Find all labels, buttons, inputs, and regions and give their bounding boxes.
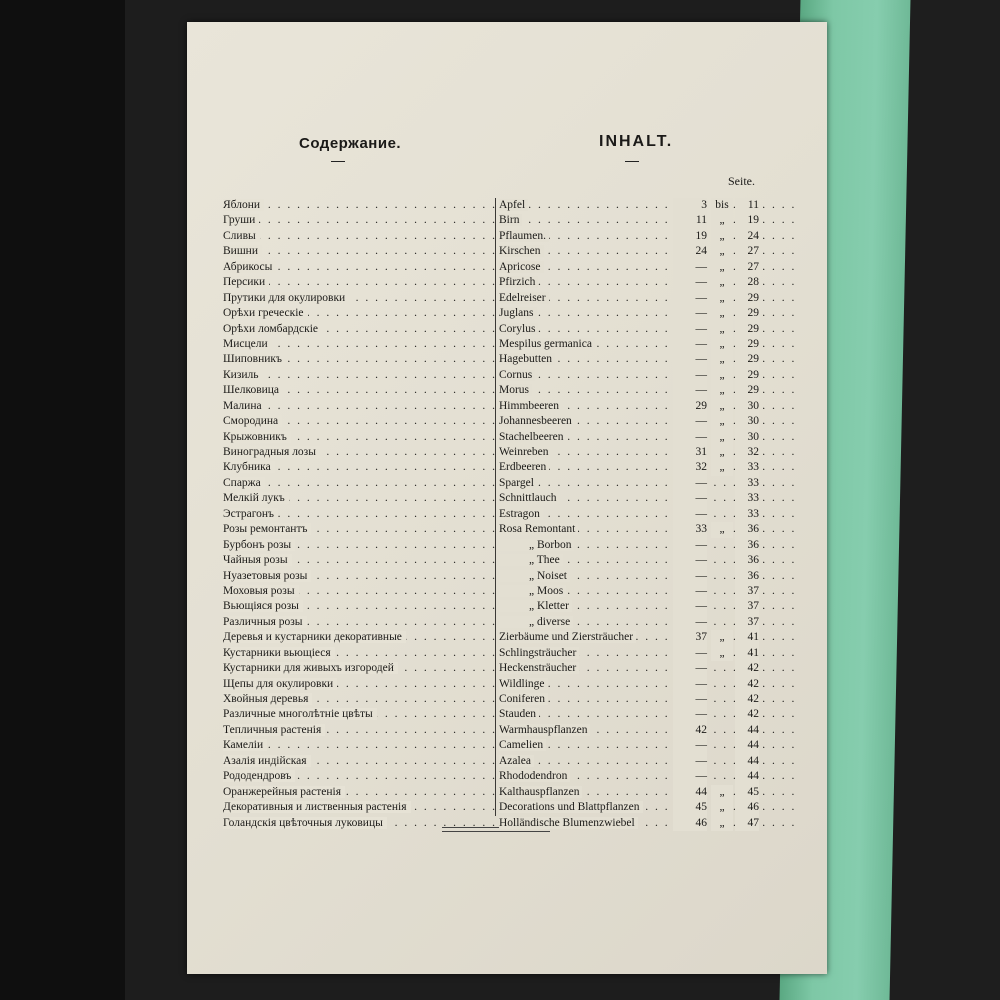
page-to: 46 [735, 800, 759, 815]
page-to: 27 [735, 260, 759, 275]
entry-title-ru: Бурбонъ розы [223, 539, 295, 551]
page-from: — [673, 383, 707, 398]
page-from: 42 [673, 723, 707, 738]
page-range-separator: „ [711, 399, 733, 414]
entry-title-de: Coniferen [499, 693, 548, 705]
contents-entry-de [499, 816, 817, 831]
page-from: — [673, 291, 707, 306]
entry-title-ru: Эстрагонъ [223, 508, 278, 520]
page-range-separator: „ [711, 260, 733, 275]
contents-entry-ru [223, 229, 497, 244]
page-from: — [673, 738, 707, 753]
contents-entry-de [499, 692, 817, 707]
contents-entry-de [499, 738, 817, 753]
entry-title-de: Cornus [499, 369, 535, 381]
contents-entry-de [499, 460, 817, 475]
contents-entry-de [499, 785, 817, 800]
contents-entry-de [499, 538, 817, 553]
entry-title-ru: Хвойныя деревья [223, 693, 312, 705]
page-from: 19 [673, 229, 707, 244]
page-from: — [673, 553, 707, 568]
entry-title-ru: Оранжерейныя растенія [223, 786, 345, 798]
entry-title-ru: Деревья и кустарники декоративные [223, 631, 406, 643]
page-to: 33 [735, 460, 759, 475]
entry-title-de: Rosa Remontant [499, 523, 578, 535]
page-to: 37 [735, 584, 759, 599]
entry-title-de: „ Borbon [499, 539, 574, 551]
page-to: 44 [735, 769, 759, 784]
page-from: — [673, 368, 707, 383]
contents-entry-ru [223, 738, 497, 753]
heading-german-dash [625, 161, 639, 162]
page-from: — [673, 661, 707, 676]
page-to: 32 [735, 445, 759, 460]
page-from: — [673, 430, 707, 445]
entry-title-ru: Различные многолѣтніе цвѣты [223, 708, 377, 720]
entry-title-ru: Абрикосы [223, 261, 276, 273]
entry-title-ru: Азалія индійская [223, 755, 311, 767]
page-from: 45 [673, 800, 707, 815]
page-to: 28 [735, 275, 759, 290]
page-column-label: Seite. [728, 174, 755, 188]
entry-title-ru: Крыжовникъ [223, 431, 291, 443]
page-to: 37 [735, 599, 759, 614]
page-from: — [673, 275, 707, 290]
contents-entry-ru [223, 754, 497, 769]
entry-title-ru: Малина [223, 400, 266, 412]
contents-entry-de [499, 754, 817, 769]
page-to: 29 [735, 291, 759, 306]
entry-title-de: Camelien [499, 739, 546, 751]
entry-title-de: „ Moos [499, 585, 566, 597]
contents-entry-de [499, 352, 817, 367]
page-from: — [673, 599, 707, 614]
entry-title-de: Warmhauspflanzen [499, 724, 590, 736]
page-to: 29 [735, 352, 759, 367]
page-range-separator: „ [711, 291, 733, 306]
contents-entry-de [499, 584, 817, 599]
contents-entry-de [499, 337, 817, 352]
page-from: — [673, 260, 707, 275]
page-from: 3 [673, 198, 707, 213]
contents-entry-de [499, 306, 817, 321]
entry-title-ru: Яблони [223, 199, 264, 211]
document-page [187, 22, 827, 974]
contents-entry-de [499, 383, 817, 398]
entry-title-ru: Шелковица [223, 384, 283, 396]
page-to: 36 [735, 553, 759, 568]
entry-title-ru: Мисцели [223, 338, 272, 350]
contents-entry-ru [223, 198, 497, 213]
contents-entry-ru [223, 213, 497, 228]
page-from: — [673, 322, 707, 337]
page-to: 41 [735, 630, 759, 645]
entry-title-de: Apricose [499, 261, 544, 273]
russian-contents-list [223, 198, 497, 831]
contents-entry-ru [223, 337, 497, 352]
contents-entry-ru [223, 275, 497, 290]
entry-title-de: Spargel [499, 477, 537, 489]
page-to: 30 [735, 399, 759, 414]
contents-entry-ru [223, 460, 497, 475]
heading-german: INHALT. [599, 133, 674, 150]
entry-title-ru: Кустарники для живыхъ изгородей [223, 662, 398, 674]
contents-entry-de [499, 399, 817, 414]
entry-title-de: Schnittlauch [499, 492, 560, 504]
page-range-separator: „ [711, 630, 733, 645]
page-range-separator: bis [711, 198, 733, 213]
contents-entry-de [499, 630, 817, 645]
entry-title-ru: Розы ремонтантъ [223, 523, 311, 535]
page-to: 30 [735, 414, 759, 429]
entry-title-de: Rhododendron [499, 770, 570, 782]
contents-entry-de [499, 244, 817, 259]
contents-entry-de [499, 491, 817, 506]
page-to: 27 [735, 244, 759, 259]
contents-entry-ru [223, 507, 497, 522]
contents-entry-de [499, 213, 817, 228]
contents-entry-de [499, 599, 817, 614]
page-from: — [673, 615, 707, 630]
page-from: — [673, 646, 707, 661]
entry-title-ru: Сливы [223, 230, 260, 242]
page-from: 29 [673, 399, 707, 414]
contents-entry-de [499, 661, 817, 676]
page-range-separator: „ [711, 368, 733, 383]
contents-entry-ru [223, 646, 497, 661]
page-to: 44 [735, 754, 759, 769]
page-to: 29 [735, 368, 759, 383]
page-to: 37 [735, 615, 759, 630]
contents-entry-ru [223, 260, 497, 275]
contents-entry-ru [223, 476, 497, 491]
entry-title-ru: Орѣхи греческіе [223, 307, 308, 319]
entry-title-de: Kalthauspflanzen [499, 786, 582, 798]
column-divider [495, 198, 496, 816]
page-to: 29 [735, 322, 759, 337]
page-from: — [673, 352, 707, 367]
contents-entry-ru [223, 383, 497, 398]
entry-title-de: Morus [499, 384, 532, 396]
contents-entry-de [499, 476, 817, 491]
page-range-separator: „ [711, 646, 733, 661]
page-to: 33 [735, 491, 759, 506]
page-to: 44 [735, 738, 759, 753]
entry-title-de: Johannesbeeren [499, 415, 575, 427]
entry-title-ru: Груши [223, 214, 259, 226]
page-from: — [673, 569, 707, 584]
entry-title-de: „ Noiset [499, 570, 570, 582]
entry-title-de: Wildlinge [499, 678, 548, 690]
entry-title-de: Pfirzich [499, 276, 538, 288]
contents-entry-ru [223, 723, 497, 738]
page-to: 42 [735, 661, 759, 676]
contents-entry-ru [223, 661, 497, 676]
page-from: 31 [673, 445, 707, 460]
entry-title-de: Pflaumen. [499, 230, 549, 242]
contents-entry-ru [223, 352, 497, 367]
contents-entry-de [499, 198, 817, 213]
entry-title-ru: Вишни [223, 245, 262, 257]
page-to: 47 [735, 816, 759, 831]
page-to: 33 [735, 507, 759, 522]
page-from: 32 [673, 460, 707, 475]
entry-title-de: Estragon [499, 508, 543, 520]
contents-entry-ru [223, 692, 497, 707]
entry-title-de: „ diverse [499, 616, 573, 628]
page-range-separator: „ [711, 322, 733, 337]
entry-title-de: Azalea [499, 755, 534, 767]
entry-title-ru: Вьющіяся розы [223, 600, 303, 612]
entry-title-de: Mespilus germanica [499, 338, 595, 350]
page-to: 42 [735, 677, 759, 692]
page-to: 44 [735, 723, 759, 738]
page-to: 41 [735, 646, 759, 661]
entry-title-de: Edelreiser [499, 292, 549, 304]
contents-entry-ru [223, 399, 497, 414]
entry-title-ru: Мелкій лукъ [223, 492, 289, 504]
entry-title-de: Erdbeeren [499, 461, 549, 473]
page-from: — [673, 692, 707, 707]
entry-title-de: Apfel [499, 199, 528, 211]
page-range-separator: „ [711, 800, 733, 815]
page-range-separator: „ [711, 383, 733, 398]
contents-entry-de [499, 522, 817, 537]
page-from: 37 [673, 630, 707, 645]
page-to: 29 [735, 337, 759, 352]
page-to: 19 [735, 213, 759, 228]
page-from: 33 [673, 522, 707, 537]
page-range-separator: „ [711, 337, 733, 352]
contents-entry-de [499, 769, 817, 784]
entry-title-de: Holländische Blumenzwiebel [499, 817, 638, 829]
contents-entry-de [499, 291, 817, 306]
contents-entry-de [499, 646, 817, 661]
contents-entry-ru [223, 553, 497, 568]
page-to: 36 [735, 538, 759, 553]
page-range-separator: „ [711, 306, 733, 321]
page-to: 42 [735, 692, 759, 707]
entry-title-ru: Прутики для окулировки [223, 292, 349, 304]
page-to: 11 [735, 198, 759, 213]
entry-title-ru: Клубника [223, 461, 275, 473]
page-to: 33 [735, 476, 759, 491]
page-range-separator: „ [711, 445, 733, 460]
page-from: — [673, 769, 707, 784]
page-from: — [673, 491, 707, 506]
entry-title-de: Juglans [499, 307, 537, 319]
contents-entry-de [499, 723, 817, 738]
page-range-separator: „ [711, 213, 733, 228]
contents-entry-ru [223, 538, 497, 553]
page-range-separator: „ [711, 414, 733, 429]
page-to: 29 [735, 306, 759, 321]
page-to: 36 [735, 522, 759, 537]
contents-entry-de [499, 430, 817, 445]
contents-entry-ru [223, 322, 497, 337]
contents-entry-de [499, 507, 817, 522]
contents-entry-ru [223, 244, 497, 259]
entry-title-de: „ Thee [499, 554, 563, 566]
page-range-separator: „ [711, 460, 733, 475]
entry-title-de: Hagebutten [499, 353, 555, 365]
contents-entry-ru [223, 707, 497, 722]
contents-entry-ru [223, 445, 497, 460]
contents-entry-ru [223, 630, 497, 645]
entry-title-de: Corylus [499, 323, 538, 335]
entry-title-ru: Щепы для окулировки [223, 678, 337, 690]
entry-title-de: Zierbäume und Ziersträucher [499, 631, 636, 643]
contents-entry-ru [223, 785, 497, 800]
entry-title-ru: Чайныя розы [223, 554, 292, 566]
page-from: 44 [673, 785, 707, 800]
page-to: 29 [735, 383, 759, 398]
contents-entry-ru [223, 615, 497, 630]
entry-title-de: Heckensträucher [499, 662, 579, 674]
entry-title-ru: Кизиль [223, 369, 263, 381]
page-range-separator: „ [711, 352, 733, 367]
page-from: — [673, 507, 707, 522]
page-range-separator: „ [711, 522, 733, 537]
contents-entry-ru [223, 368, 497, 383]
entry-title-de: „ Kletter [499, 600, 572, 612]
page-to: 30 [735, 430, 759, 445]
contents-entry-de [499, 569, 817, 584]
entry-title-ru: Спаржа [223, 477, 265, 489]
contents-entry-ru [223, 800, 497, 815]
entry-title-ru: Кустарники вьющіеся [223, 647, 335, 659]
page-from: — [673, 707, 707, 722]
heading-russian: Содержание. [299, 135, 402, 152]
contents-entry-ru [223, 522, 497, 537]
contents-entry-ru [223, 414, 497, 429]
page-to: 45 [735, 785, 759, 800]
contents-entry-de [499, 553, 817, 568]
entry-title-ru: Моховыя розы [223, 585, 299, 597]
entry-title-de: Kirschen [499, 245, 544, 257]
page-from: — [673, 754, 707, 769]
heading-russian-dash [331, 161, 345, 162]
entry-title-de: Stachelbeeren [499, 431, 567, 443]
entry-title-ru: Голандскія цвѣточныя луковицы [223, 817, 387, 829]
entry-title-de: Weinreben [499, 446, 552, 458]
contents-entry-de [499, 707, 817, 722]
entry-title-ru: Виноградныя лозы [223, 446, 320, 458]
page-from: — [673, 677, 707, 692]
entry-title-de: Schlingsträucher [499, 647, 579, 659]
page-from: — [673, 476, 707, 491]
page-to: 42 [735, 707, 759, 722]
contents-entry-de [499, 260, 817, 275]
entry-title-ru: Тепличныя растенія [223, 724, 325, 736]
entry-title-de: Birn [499, 214, 522, 226]
page-range-separator: „ [711, 244, 733, 259]
contents-entry-ru [223, 769, 497, 784]
contents-entry-de [499, 229, 817, 244]
contents-entry-ru [223, 306, 497, 321]
contents-entry-de [499, 414, 817, 429]
contents-entry-ru [223, 491, 497, 506]
page-from: 11 [673, 213, 707, 228]
contents-entry-ru [223, 599, 497, 614]
contents-entry-de [499, 615, 817, 630]
entry-title-ru: Орѣхи ломбардскіе [223, 323, 322, 335]
entry-title-ru: Различныя розы [223, 616, 307, 628]
contents-entry-de [499, 445, 817, 460]
german-contents-list [499, 198, 817, 831]
closing-rule-bottom [442, 831, 550, 832]
page-range-separator: „ [711, 275, 733, 290]
page-range-separator: „ [711, 229, 733, 244]
page-range-separator: „ [711, 430, 733, 445]
table-surface [0, 0, 125, 1000]
entry-title-de: Decorations und Blattpflanzen [499, 801, 643, 813]
contents-entry-de [499, 800, 817, 815]
entry-title-de: Stauden [499, 708, 539, 720]
entry-title-ru: Рододендровъ [223, 770, 295, 782]
page-from: 24 [673, 244, 707, 259]
contents-entry-ru [223, 291, 497, 306]
entry-title-ru: Персики [223, 276, 269, 288]
page-from: 46 [673, 816, 707, 831]
contents-entry-ru [223, 569, 497, 584]
page-to: 24 [735, 229, 759, 244]
contents-entry-de [499, 322, 817, 337]
page-range-separator: „ [711, 816, 733, 831]
contents-entry-ru [223, 430, 497, 445]
contents-entry-de [499, 368, 817, 383]
contents-entry-ru [223, 816, 497, 831]
entry-title-ru: Смородина [223, 415, 282, 427]
page-from: — [673, 584, 707, 599]
page-from: — [673, 337, 707, 352]
contents-entry-ru [223, 584, 497, 599]
entry-title-de: Himmbeeren [499, 400, 562, 412]
page-from: — [673, 414, 707, 429]
entry-title-ru: Нуазетовыя розы [223, 570, 311, 582]
entry-title-ru: Шиповникъ [223, 353, 286, 365]
entry-title-ru: Декоративныя и лиственныя растенія [223, 801, 411, 813]
page-from: — [673, 306, 707, 321]
page-to: 36 [735, 569, 759, 584]
contents-entry-de [499, 677, 817, 692]
page-range-separator: „ [711, 785, 733, 800]
contents-entry-ru [223, 677, 497, 692]
page-from: — [673, 538, 707, 553]
entry-title-ru: Камеліи [223, 739, 267, 751]
contents-entry-de [499, 275, 817, 290]
